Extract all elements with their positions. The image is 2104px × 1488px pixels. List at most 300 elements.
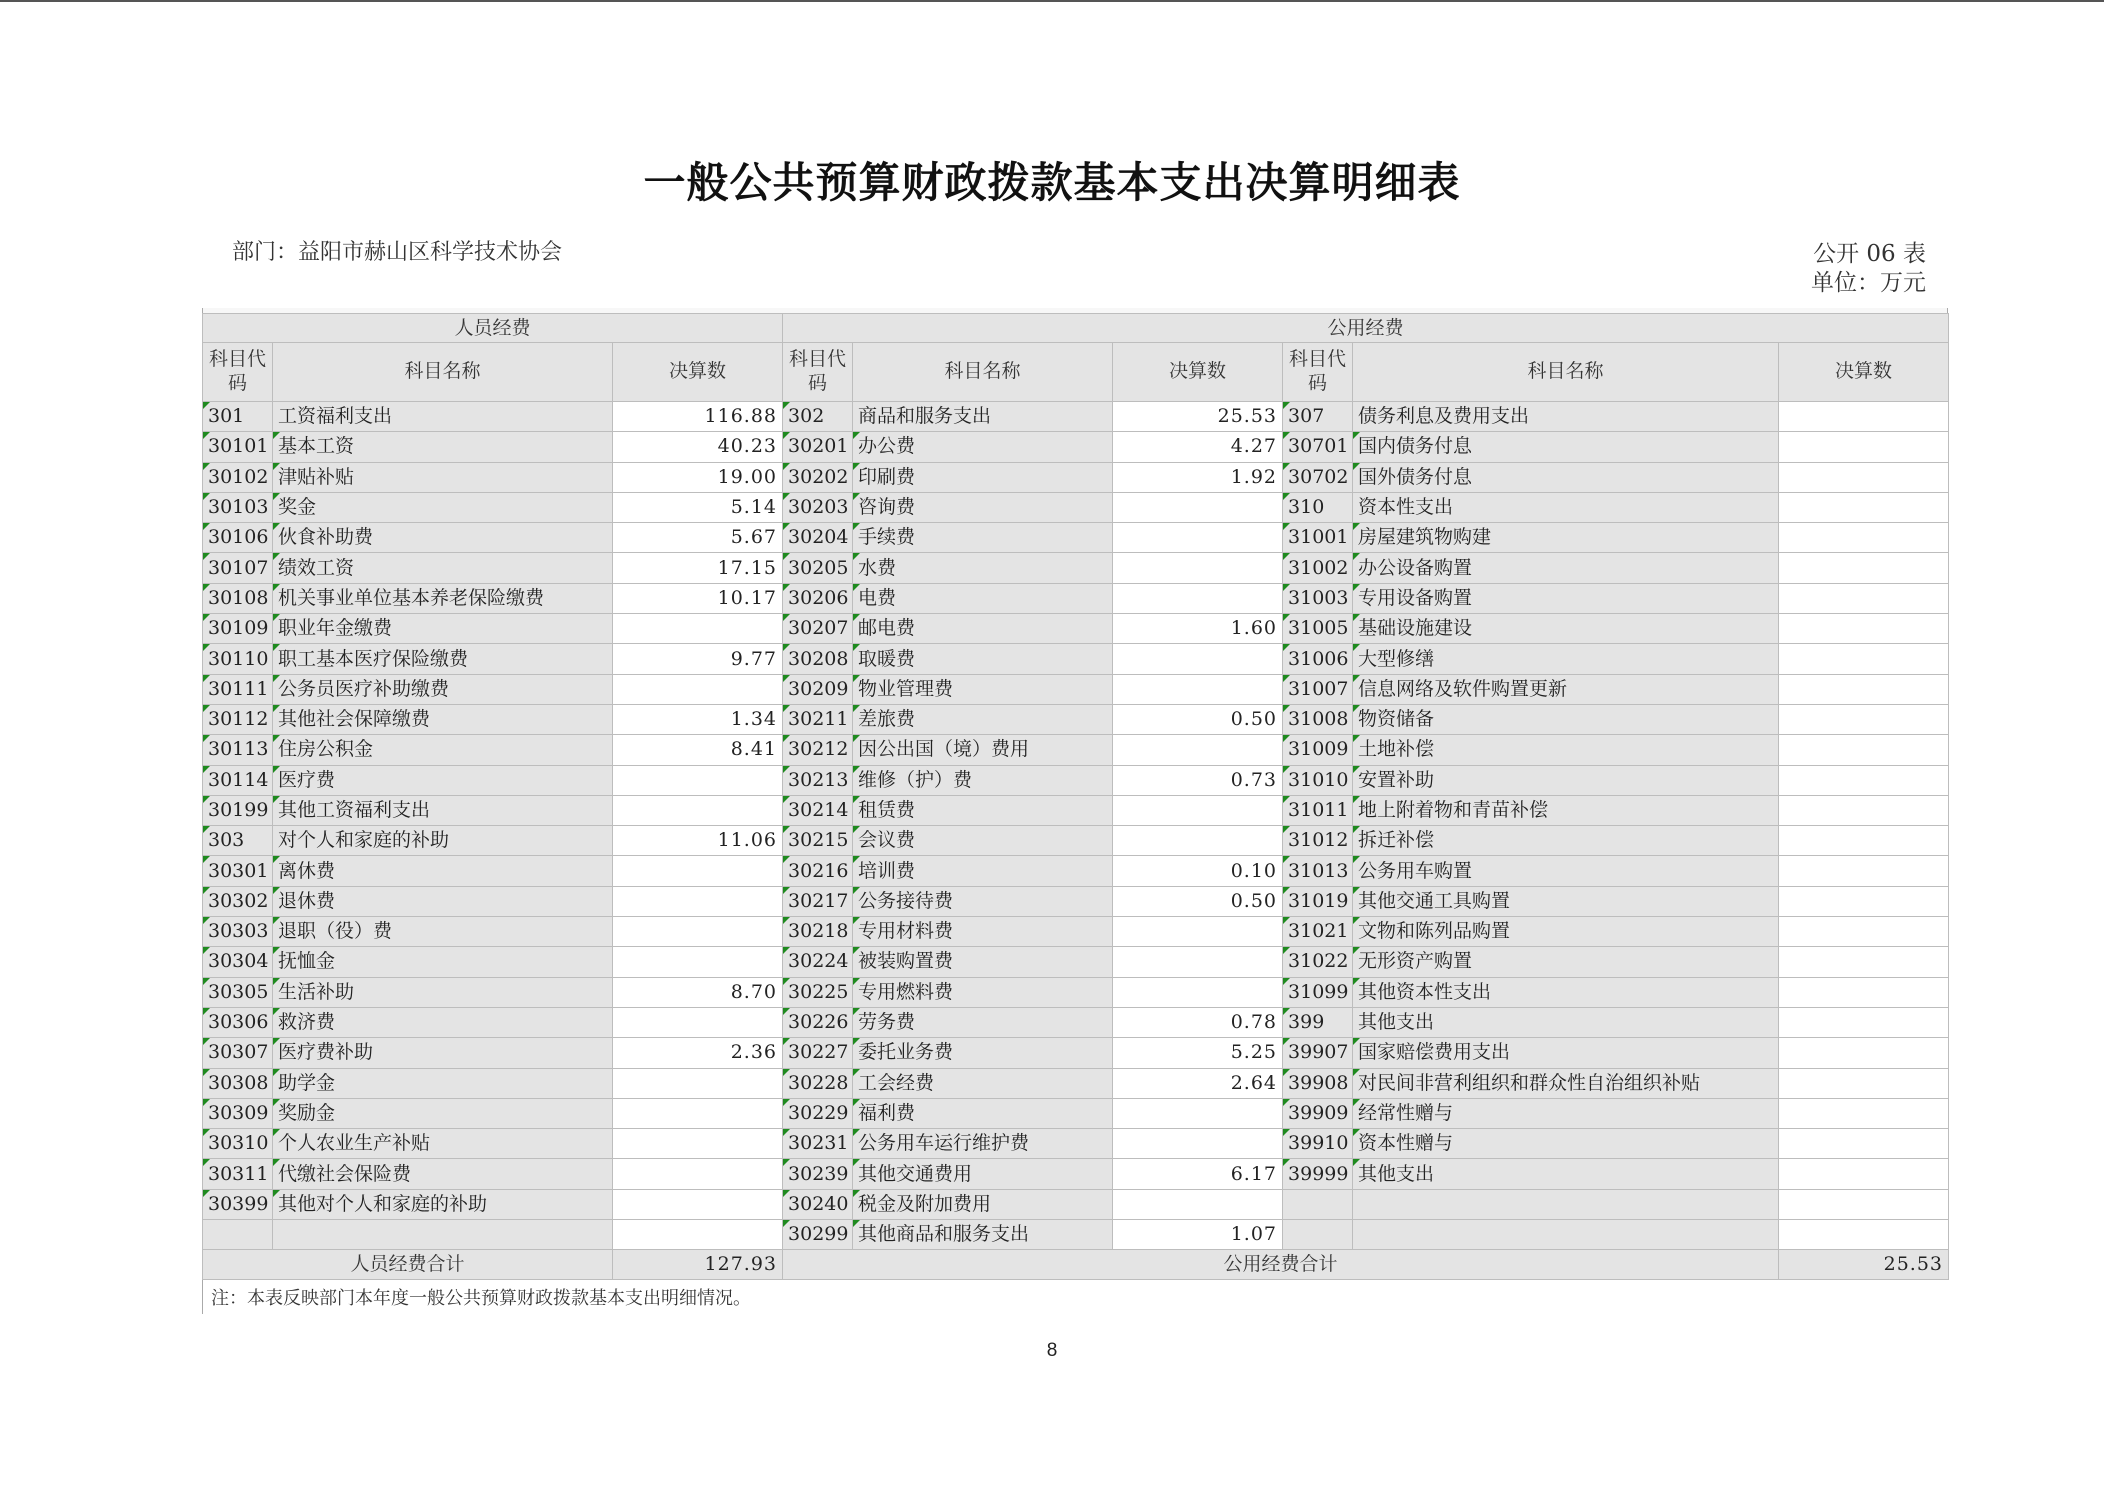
- department-label: 部门：益阳市赫山区科学技术协会: [232, 240, 563, 265]
- subject-name-cell: 债务利息及费用支出: [1353, 402, 1779, 432]
- subject-name-cell: 大型修缮: [1353, 644, 1779, 674]
- subject-code-cell: 31007: [1283, 674, 1353, 704]
- amount-cell: [613, 1220, 783, 1250]
- unit-label: 单位：万元: [1811, 270, 1926, 296]
- subject-name-cell: 其他交通工具购置: [1353, 886, 1779, 916]
- subject-name-cell: 医疗费: [273, 765, 613, 795]
- subject-name-cell: 办公设备购置: [1353, 553, 1779, 583]
- subject-name-cell: 土地补偿: [1353, 735, 1779, 765]
- total-public-label: 公用经费合计: [783, 1250, 1779, 1280]
- amount-cell: 0.78: [1113, 1007, 1283, 1037]
- subject-name-cell: 劳务费: [853, 1007, 1113, 1037]
- page-number: 8: [1046, 1340, 1058, 1361]
- amount-cell: [1779, 674, 1949, 704]
- table-row: [203, 1038, 1949, 1068]
- subject-code-cell: 30306: [203, 1007, 273, 1037]
- subject-name-cell: 被装购置费: [853, 947, 1113, 977]
- expenditure-table: [202, 313, 1949, 1280]
- subject-name-cell: 电费: [853, 583, 1113, 613]
- subject-code-cell: 307: [1283, 402, 1353, 432]
- table-row: [203, 977, 1949, 1007]
- subject-name-cell: 国家赔偿费用支出: [1353, 1038, 1779, 1068]
- amount-cell: [1779, 1129, 1949, 1159]
- subject-code-cell: 30101: [203, 432, 273, 462]
- subject-code-cell: 30310: [203, 1129, 273, 1159]
- subject-name-cell: 津贴补贴: [273, 462, 613, 492]
- subject-name-cell: 差旅费: [853, 704, 1113, 734]
- subject-code-cell: [1283, 1189, 1353, 1219]
- subject-code-cell: 31012: [1283, 826, 1353, 856]
- subject-name-cell: [273, 1220, 613, 1250]
- table-row: [203, 704, 1949, 734]
- amount-cell: [1779, 856, 1949, 886]
- subject-code-cell: 30204: [783, 523, 853, 553]
- subject-code-cell: 31008: [1283, 704, 1353, 734]
- amount-cell: 1.34: [613, 704, 783, 734]
- amount-cell: [1113, 917, 1283, 947]
- subject-name-cell: 福利费: [853, 1098, 1113, 1128]
- subject-name-cell: 其他商品和服务支出: [853, 1220, 1113, 1250]
- amount-cell: 0.73: [1113, 765, 1283, 795]
- amount-cell: 5.14: [613, 492, 783, 522]
- subject-name-cell: 退职（役）费: [273, 917, 613, 947]
- table-row: [203, 402, 1949, 432]
- subject-name-cell: 安置补助: [1353, 765, 1779, 795]
- subject-name-cell: 无形资产购置: [1353, 947, 1779, 977]
- subject-code-cell: 30226: [783, 1007, 853, 1037]
- subject-name-cell: 房屋建筑物购建: [1353, 523, 1779, 553]
- subject-name-cell: 生活补助: [273, 977, 613, 1007]
- amount-cell: 8.41: [613, 735, 783, 765]
- table-row: [203, 614, 1949, 644]
- table-body: [203, 402, 1949, 1250]
- col-header-amount: 决算数: [613, 343, 783, 402]
- table-row: [203, 947, 1949, 977]
- subject-code-cell: 30211: [783, 704, 853, 734]
- subject-name-cell: 工会经费: [853, 1068, 1113, 1098]
- subject-code-cell: 30106: [203, 523, 273, 553]
- amount-cell: 40.23: [613, 432, 783, 462]
- table-row: [203, 1129, 1949, 1159]
- amount-cell: 1.07: [1113, 1220, 1283, 1250]
- subject-code-cell: 30108: [203, 583, 273, 613]
- amount-cell: 5.67: [613, 523, 783, 553]
- amount-cell: [1779, 1007, 1949, 1037]
- table-row: [203, 795, 1949, 825]
- subject-code-cell: 30228: [783, 1068, 853, 1098]
- subject-name-cell: 地上附着物和青苗补偿: [1353, 795, 1779, 825]
- table-row: [203, 553, 1949, 583]
- amount-cell: [1779, 886, 1949, 916]
- subject-name-cell: 因公出国（境）费用: [853, 735, 1113, 765]
- spreadsheet: [202, 308, 1948, 1314]
- subject-code-cell: 31009: [1283, 735, 1353, 765]
- amount-cell: [1779, 432, 1949, 462]
- subject-code-cell: 30701: [1283, 432, 1353, 462]
- subject-code-cell: 31013: [1283, 856, 1353, 886]
- subject-code-cell: 303: [203, 826, 273, 856]
- total-public-value: 25.53: [1779, 1250, 1949, 1280]
- table-row: [203, 1068, 1949, 1098]
- amount-cell: [1779, 1220, 1949, 1250]
- subject-code-cell: 31011: [1283, 795, 1353, 825]
- table-row: [203, 1007, 1949, 1037]
- subject-code-cell: 31099: [1283, 977, 1353, 1007]
- amount-cell: [1779, 826, 1949, 856]
- subject-name-cell: 物资储备: [1353, 704, 1779, 734]
- subject-code-cell: 30218: [783, 917, 853, 947]
- table-number: 公开 06 表: [1813, 241, 1926, 267]
- subject-code-cell: 31006: [1283, 644, 1353, 674]
- subject-name-cell: 咨询费: [853, 492, 1113, 522]
- subject-code-cell: 302: [783, 402, 853, 432]
- amount-cell: [1779, 402, 1949, 432]
- amount-cell: [1779, 462, 1949, 492]
- table-row: [203, 886, 1949, 916]
- subject-name-cell: 培训费: [853, 856, 1113, 886]
- subject-name-cell: 委托业务费: [853, 1038, 1113, 1068]
- amount-cell: [1113, 553, 1283, 583]
- col-header-code: 科目代码: [783, 343, 853, 402]
- amount-cell: 17.15: [613, 553, 783, 583]
- amount-cell: [1779, 947, 1949, 977]
- table-row: [203, 826, 1949, 856]
- subject-code-cell: 30215: [783, 826, 853, 856]
- subject-code-cell: 30309: [203, 1098, 273, 1128]
- amount-cell: 25.53: [1113, 402, 1283, 432]
- amount-cell: [1779, 614, 1949, 644]
- subject-code-cell: 30102: [203, 462, 273, 492]
- subject-name-cell: 助学金: [273, 1068, 613, 1098]
- subject-name-cell: 取暖费: [853, 644, 1113, 674]
- subject-name-cell: 公务员医疗补助缴费: [273, 674, 613, 704]
- subject-code-cell: 30216: [783, 856, 853, 886]
- subject-name-cell: 专用燃料费: [853, 977, 1113, 1007]
- subject-code-cell: 31019: [1283, 886, 1353, 916]
- amount-cell: 9.77: [613, 644, 783, 674]
- subject-code-cell: 30225: [783, 977, 853, 1007]
- subject-code-cell: 30199: [203, 795, 273, 825]
- subject-code-cell: 39907: [1283, 1038, 1353, 1068]
- subject-name-cell: 专用材料费: [853, 917, 1113, 947]
- subject-code-cell: 30110: [203, 644, 273, 674]
- subject-code-cell: 39909: [1283, 1098, 1353, 1128]
- subject-name-cell: 代缴社会保险费: [273, 1159, 613, 1189]
- amount-cell: [1113, 1098, 1283, 1128]
- amount-cell: [613, 947, 783, 977]
- subject-code-cell: 30240: [783, 1189, 853, 1219]
- subject-name-cell: 机关事业单位基本养老保险缴费: [273, 583, 613, 613]
- subject-code-cell: 30205: [783, 553, 853, 583]
- amount-cell: [613, 614, 783, 644]
- amount-cell: [1779, 977, 1949, 1007]
- amount-cell: [1779, 765, 1949, 795]
- subject-code-cell: 30224: [783, 947, 853, 977]
- subject-name-cell: 其他支出: [1353, 1159, 1779, 1189]
- subject-name-cell: 维修（护）费: [853, 765, 1113, 795]
- subject-name-cell: 国内债务付息: [1353, 432, 1779, 462]
- amount-cell: 0.10: [1113, 856, 1283, 886]
- amount-cell: 1.92: [1113, 462, 1283, 492]
- subject-name-cell: 基本工资: [273, 432, 613, 462]
- subject-name-cell: 拆迁补偿: [1353, 826, 1779, 856]
- subject-code-cell: 30207: [783, 614, 853, 644]
- table-row: [203, 856, 1949, 886]
- amount-cell: [1113, 977, 1283, 1007]
- subject-name-cell: 医疗费补助: [273, 1038, 613, 1068]
- amount-cell: [613, 765, 783, 795]
- amount-cell: [1113, 523, 1283, 553]
- amount-cell: 1.60: [1113, 614, 1283, 644]
- amount-cell: [1779, 1038, 1949, 1068]
- group-personnel-header: 人员经费: [203, 314, 783, 343]
- amount-cell: [1113, 1189, 1283, 1219]
- subject-code-cell: 31010: [1283, 765, 1353, 795]
- amount-cell: [613, 795, 783, 825]
- subject-name-cell: 其他支出: [1353, 1007, 1779, 1037]
- subject-name-cell: 伙食补助费: [273, 523, 613, 553]
- table-row: [203, 674, 1949, 704]
- subject-name-cell: 绩效工资: [273, 553, 613, 583]
- table-note: 注：本表反映部门本年度一般公共预算财政拨款基本支出明细情况。: [202, 1280, 1948, 1314]
- amount-cell: [1779, 1159, 1949, 1189]
- subject-name-cell: 税金及附加费用: [853, 1189, 1113, 1219]
- amount-cell: [1779, 704, 1949, 734]
- table-row: [203, 644, 1949, 674]
- subject-code-cell: 31022: [1283, 947, 1353, 977]
- table-row: [203, 1098, 1949, 1128]
- subject-name-cell: [1353, 1220, 1779, 1250]
- group-public-header: 公用经费: [783, 314, 1949, 343]
- amount-cell: [1113, 795, 1283, 825]
- subject-name-cell: 对个人和家庭的补助: [273, 826, 613, 856]
- total-personnel-label: 人员经费合计: [203, 1250, 613, 1280]
- amount-cell: 10.17: [613, 583, 783, 613]
- subject-name-cell: 专用设备购置: [1353, 583, 1779, 613]
- subject-name-cell: 经常性赠与: [1353, 1098, 1779, 1128]
- subject-name-cell: 奖励金: [273, 1098, 613, 1128]
- subject-name-cell: 其他对个人和家庭的补助: [273, 1189, 613, 1219]
- table-row: [203, 583, 1949, 613]
- amount-cell: [1779, 644, 1949, 674]
- subject-code-cell: 30307: [203, 1038, 273, 1068]
- subject-code-cell: 301: [203, 402, 273, 432]
- subject-name-cell: 奖金: [273, 492, 613, 522]
- subject-code-cell: 30303: [203, 917, 273, 947]
- amount-cell: 4.27: [1113, 432, 1283, 462]
- table-row: [203, 432, 1949, 462]
- subject-code-cell: 30304: [203, 947, 273, 977]
- amount-cell: [1113, 583, 1283, 613]
- subject-name-cell: 职工基本医疗保险缴费: [273, 644, 613, 674]
- subject-name-cell: 手续费: [853, 523, 1113, 553]
- amount-cell: [1113, 492, 1283, 522]
- col-header-code: 科目代码: [203, 343, 273, 402]
- col-header-code: 科目代码: [1283, 343, 1353, 402]
- subject-name-cell: 租赁费: [853, 795, 1113, 825]
- subject-code-cell: 30311: [203, 1159, 273, 1189]
- amount-cell: [1779, 795, 1949, 825]
- amount-cell: 5.25: [1113, 1038, 1283, 1068]
- table-row: [203, 1159, 1949, 1189]
- amount-cell: 8.70: [613, 977, 783, 1007]
- amount-cell: [1113, 735, 1283, 765]
- amount-cell: [1779, 1189, 1949, 1219]
- subject-name-cell: 救济费: [273, 1007, 613, 1037]
- subject-name-cell: 退休费: [273, 886, 613, 916]
- amount-cell: [1113, 674, 1283, 704]
- amount-cell: [613, 886, 783, 916]
- subject-code-cell: 399: [1283, 1007, 1353, 1037]
- subject-name-cell: 公务用车购置: [1353, 856, 1779, 886]
- subject-code-cell: 30217: [783, 886, 853, 916]
- subject-name-cell: 资本性支出: [1353, 492, 1779, 522]
- amount-cell: 2.36: [613, 1038, 783, 1068]
- subject-code-cell: 30308: [203, 1068, 273, 1098]
- amount-cell: [613, 1129, 783, 1159]
- subject-code-cell: 31002: [1283, 553, 1353, 583]
- subject-name-cell: 抚恤金: [273, 947, 613, 977]
- subject-name-cell: 住房公积金: [273, 735, 613, 765]
- page-title: 一般公共预算财政拨款基本支出决算明细表: [643, 158, 1461, 207]
- amount-cell: [1113, 947, 1283, 977]
- subject-code-cell: 30399: [203, 1189, 273, 1219]
- amount-cell: [613, 1068, 783, 1098]
- amount-cell: [1113, 644, 1283, 674]
- col-header-amount: 决算数: [1779, 343, 1949, 402]
- subject-code-cell: 30201: [783, 432, 853, 462]
- subject-code-cell: 31003: [1283, 583, 1353, 613]
- amount-cell: [613, 674, 783, 704]
- amount-cell: [1113, 826, 1283, 856]
- subject-code-cell: 30112: [203, 704, 273, 734]
- subject-code-cell: 30227: [783, 1038, 853, 1068]
- amount-cell: 19.00: [613, 462, 783, 492]
- subject-code-cell: [1283, 1220, 1353, 1250]
- subject-name-cell: 其他交通费用: [853, 1159, 1113, 1189]
- subject-code-cell: 39999: [1283, 1159, 1353, 1189]
- subject-name-cell: 个人农业生产补贴: [273, 1129, 613, 1159]
- amount-cell: [1779, 523, 1949, 553]
- subject-name-cell: [1353, 1189, 1779, 1219]
- page-top-rule: [0, 0, 2104, 2]
- subject-name-cell: 会议费: [853, 826, 1113, 856]
- subject-name-cell: 资本性赠与: [1353, 1129, 1779, 1159]
- subject-code-cell: 30302: [203, 886, 273, 916]
- subject-code-cell: 30231: [783, 1129, 853, 1159]
- subject-code-cell: 39910: [1283, 1129, 1353, 1159]
- subject-name-cell: 国外债务付息: [1353, 462, 1779, 492]
- subject-code-cell: 310: [1283, 492, 1353, 522]
- subject-code-cell: 30214: [783, 795, 853, 825]
- subject-code-cell: 30305: [203, 977, 273, 1007]
- subject-name-cell: 基础设施建设: [1353, 614, 1779, 644]
- subject-name-cell: 其他社会保障缴费: [273, 704, 613, 734]
- subject-code-cell: 30702: [1283, 462, 1353, 492]
- subject-name-cell: 印刷费: [853, 462, 1113, 492]
- amount-cell: [1113, 1129, 1283, 1159]
- subject-name-cell: 公务用车运行维护费: [853, 1129, 1113, 1159]
- subject-code-cell: 31021: [1283, 917, 1353, 947]
- subject-code-cell: 30114: [203, 765, 273, 795]
- subject-name-cell: 办公费: [853, 432, 1113, 462]
- table-row: [203, 492, 1949, 522]
- subject-code-cell: 30113: [203, 735, 273, 765]
- amount-cell: [1779, 917, 1949, 947]
- subject-name-cell: 物业管理费: [853, 674, 1113, 704]
- amount-cell: [613, 1098, 783, 1128]
- subject-code-cell: 30213: [783, 765, 853, 795]
- subject-name-cell: 离休费: [273, 856, 613, 886]
- table-row: [203, 462, 1949, 492]
- amount-cell: 6.17: [1113, 1159, 1283, 1189]
- subject-code-cell: 30212: [783, 735, 853, 765]
- subject-code-cell: 30202: [783, 462, 853, 492]
- subject-code-cell: 30229: [783, 1098, 853, 1128]
- subject-code-cell: 30239: [783, 1159, 853, 1189]
- subject-code-cell: 30299: [783, 1220, 853, 1250]
- subject-code-cell: 39908: [1283, 1068, 1353, 1098]
- subject-name-cell: 商品和服务支出: [853, 402, 1113, 432]
- subject-name-cell: 其他资本性支出: [1353, 977, 1779, 1007]
- amount-cell: [1779, 1098, 1949, 1128]
- subject-name-cell: 工资福利支出: [273, 402, 613, 432]
- amount-cell: [1779, 492, 1949, 522]
- amount-cell: [1779, 583, 1949, 613]
- table-row: [203, 1189, 1949, 1219]
- amount-cell: 2.64: [1113, 1068, 1283, 1098]
- amount-cell: [613, 917, 783, 947]
- table-row: [203, 765, 1949, 795]
- amount-cell: 0.50: [1113, 886, 1283, 916]
- subject-name-cell: 水费: [853, 553, 1113, 583]
- subject-name-cell: 对民间非营利组织和群众性自治组织补贴: [1353, 1068, 1779, 1098]
- subject-code-cell: [203, 1220, 273, 1250]
- amount-cell: [613, 856, 783, 886]
- amount-cell: [1779, 735, 1949, 765]
- subject-name-cell: 职业年金缴费: [273, 614, 613, 644]
- amount-cell: [613, 1159, 783, 1189]
- subject-code-cell: 30203: [783, 492, 853, 522]
- amount-cell: [613, 1189, 783, 1219]
- subject-code-cell: 30103: [203, 492, 273, 522]
- subject-name-cell: 信息网络及软件购置更新: [1353, 674, 1779, 704]
- subject-code-cell: 31001: [1283, 523, 1353, 553]
- amount-cell: 11.06: [613, 826, 783, 856]
- col-header-name: 科目名称: [1353, 343, 1779, 402]
- table-row: [203, 523, 1949, 553]
- col-header-name: 科目名称: [853, 343, 1113, 402]
- table-row: [203, 917, 1949, 947]
- subject-code-cell: 31005: [1283, 614, 1353, 644]
- table-row: [203, 735, 1949, 765]
- col-header-name: 科目名称: [273, 343, 613, 402]
- subject-name-cell: 其他工资福利支出: [273, 795, 613, 825]
- amount-cell: 0.50: [1113, 704, 1283, 734]
- subject-code-cell: 30107: [203, 553, 273, 583]
- subject-name-cell: 公务接待费: [853, 886, 1113, 916]
- amount-cell: [613, 1007, 783, 1037]
- col-header-amount: 决算数: [1113, 343, 1283, 402]
- total-personnel-value: 127.93: [613, 1250, 783, 1280]
- subject-code-cell: 30206: [783, 583, 853, 613]
- subject-name-cell: 邮电费: [853, 614, 1113, 644]
- table-row: [203, 1220, 1949, 1250]
- subject-code-cell: 30209: [783, 674, 853, 704]
- subject-name-cell: 文物和陈列品购置: [1353, 917, 1779, 947]
- amount-cell: [1779, 553, 1949, 583]
- amount-cell: [1779, 1068, 1949, 1098]
